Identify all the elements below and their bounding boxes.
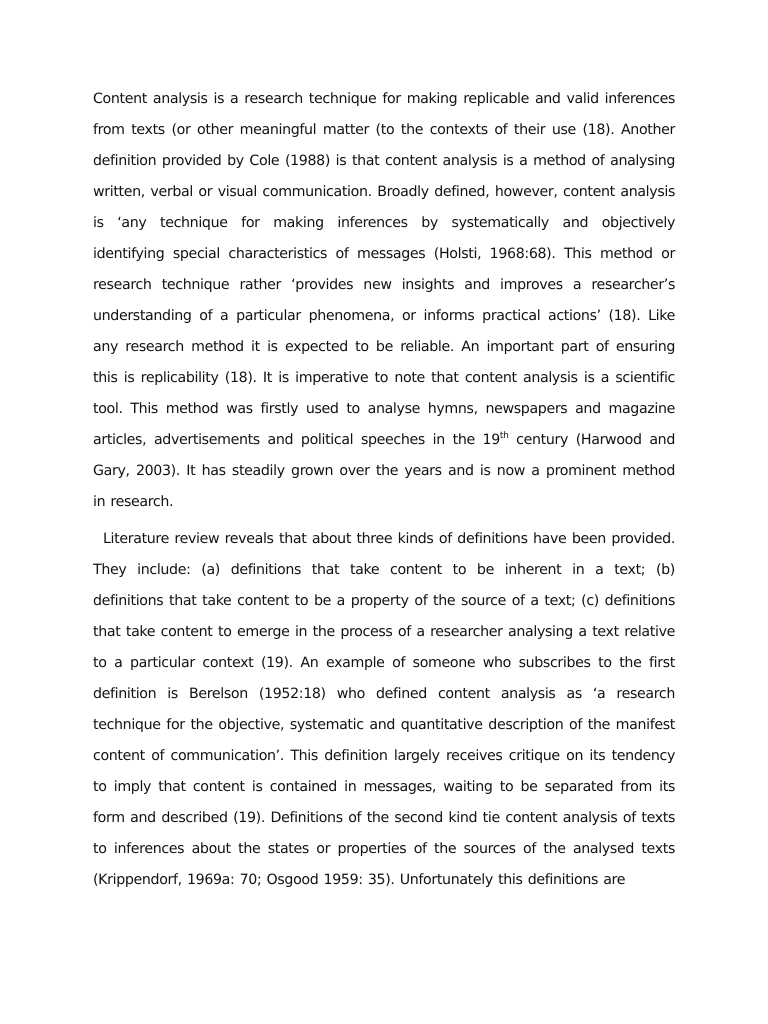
paragraph-1-text-start: Content analysis is a research technique for making replicable and valid inferences from texts (or other meaningful matter (to the contexts of their use (18). Another definition provided by Cole (1988) is that content analysis is a method of analysing written, verbal or visual communication. Broadly defined, however, content analysis is ‘any technique for making inferences by systematically and objectively identifying special characteristics of messages (Holsti, 1968:68). This method or research technique rather ‘provides new insights and improves a researcher’s understanding of a particular phenomena, or informs practical actions’ (18). Like any research method it is expected to be reliable. An important part of ensuring this is replicability (18). It is imperative to note that content analysis is a scientific tool. This method was firstly used to analyse hymns, newspapers and magazine articles, advertisements and political speeches in the 19	[93, 91, 675, 448]
paragraph-literature-review	[93, 524, 675, 896]
paragraph-2-text: Literature review reveals that about three kinds of definitions have been provided. They include: (a) definitions that take content to be inherent in a text; (b) definitions that take content to be a property of the source of a text; (c) definitions that take content to emerge in the process of a researcher analysing a text relative to a particular context (19). An example of someone who subscribes to the first definition is Berelson (1952:18) who defined content analysis as ‘a research technique for the objective, systematic and quantitative description of the manifest content of communication’. This definition largely receives critique on its tendency to imply that content is contained in messages, waiting to be separated from its form and described (19). Definitions of the second kind tie content analysis of texts to inferences about the states or properties of the sources of the analysed texts (Krippendorf, 1969a: 70; Osgood 1959: 35). Unfortunately this definitions are	[93, 531, 675, 888]
paragraph-content-analysis-definitions	[93, 84, 675, 518]
paragraph-1-text-end: century (Harwood and Gary, 2003). It has steadily grown over the years and is now a prominent method in research.	[93, 432, 675, 510]
document-page	[93, 84, 675, 896]
ordinal-superscript: th	[499, 431, 509, 441]
